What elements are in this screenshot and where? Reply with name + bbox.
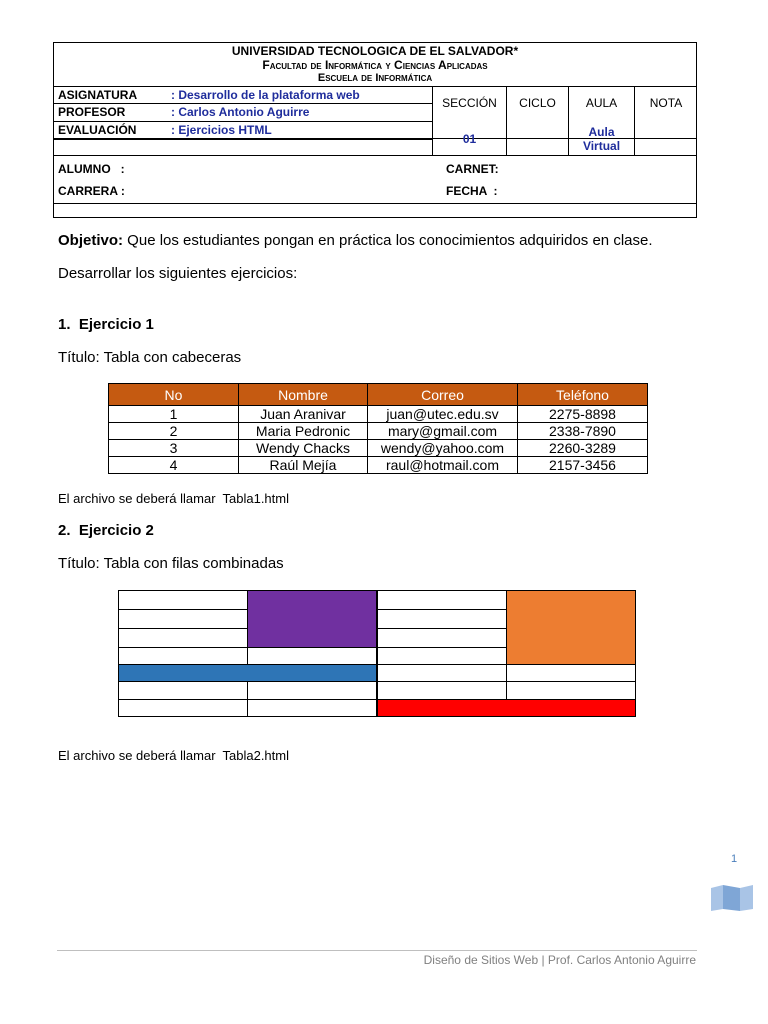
header-form <box>53 42 697 218</box>
table-cell <box>118 681 248 700</box>
aula-value-line1: Aula <box>588 125 615 139</box>
table-cell: juan@utec.edu.sv <box>368 406 518 423</box>
table-cell <box>247 647 377 665</box>
footer-divider <box>57 950 697 951</box>
column-header-nombre: Nombre <box>239 384 368 406</box>
page-number: 1 <box>731 853 738 865</box>
table-cell: 2 <box>109 423 239 440</box>
table-cell: Maria Pedronic <box>239 423 368 440</box>
table-cell: 1 <box>109 406 239 423</box>
table-cell <box>377 664 507 682</box>
table-cell <box>118 609 248 629</box>
table-cell <box>247 699 377 717</box>
purple-merged-cell <box>247 590 377 648</box>
exercise-1-heading: 1. Ejercicio 1 <box>58 316 154 333</box>
table-cell: Juan Aranivar <box>239 406 368 423</box>
alumno-label: ALUMNO : <box>58 162 125 176</box>
table-cell <box>247 681 377 700</box>
asignatura-label: ASIGNATURA <box>58 88 138 102</box>
table-row <box>109 457 648 474</box>
table-cell: 3 <box>109 440 239 457</box>
evaluacion-value: : Ejercicios HTML <box>171 123 272 137</box>
orange-merged-cell <box>506 590 636 665</box>
exercise-1-filename: El archivo se deberá llamar Tabla1.html <box>58 491 289 506</box>
table-cell: wendy@yahoo.com <box>368 440 518 457</box>
table-cell <box>377 647 507 665</box>
blue-merged-cell <box>118 664 377 682</box>
column-header-no: No <box>109 384 239 406</box>
seccion-value: 01 <box>462 132 477 146</box>
red-merged-cell <box>377 699 636 717</box>
table-cell <box>377 681 507 700</box>
instruction-text: Desarrollar los siguientes ejercicios: <box>58 265 298 282</box>
nota-header: NOTA <box>649 96 683 110</box>
table-cell: 2275-8898 <box>518 406 648 423</box>
table-cell <box>506 664 636 682</box>
column-header-correo: Correo <box>368 384 518 406</box>
table-cell: raul@hotmail.com <box>368 457 518 474</box>
faculty-name: Facultad de Informática y Ciencias Aplicadas <box>262 58 488 72</box>
merged-cells-table <box>118 590 636 717</box>
carnet-label: CARNET: <box>446 162 499 176</box>
exercise-2-heading: 2. Ejercicio 2 <box>58 522 154 539</box>
table-cell <box>118 590 248 610</box>
university-name: UNIVERSIDAD TECNOLOGICA DE EL SALVADOR* <box>231 44 519 58</box>
contacts-table <box>108 383 648 474</box>
aula-header: AULA <box>585 96 618 110</box>
table-cell: 2338-7890 <box>518 423 648 440</box>
table-cell: Wendy Chacks <box>239 440 368 457</box>
table-cell <box>118 628 248 648</box>
exercise-1-title: Título: Tabla con cabeceras <box>58 349 242 366</box>
aula-value-line2: Virtual <box>582 139 621 153</box>
table-row <box>109 406 648 423</box>
page-ribbon-icon <box>709 884 755 917</box>
table-cell <box>377 628 507 648</box>
fecha-label: FECHA : <box>446 184 498 198</box>
exercise-2-title: Título: Tabla con filas combinadas <box>58 555 284 572</box>
table-cell <box>377 590 507 610</box>
profesor-value: : Carlos Antonio Aguirre <box>171 105 310 119</box>
table-row <box>109 440 648 457</box>
objetivo <box>58 232 653 249</box>
table-header-row <box>109 384 648 406</box>
objetivo-label: Objetivo: <box>58 232 124 249</box>
exercise-2-filename: El archivo se deberá llamar Tabla2.html <box>58 748 289 763</box>
table-cell <box>506 681 636 700</box>
table-cell: 2260-3289 <box>518 440 648 457</box>
table-row <box>109 423 648 440</box>
profesor-label: PROFESOR <box>58 105 126 119</box>
ciclo-header: CICLO <box>519 96 556 110</box>
asignatura-value: : Desarrollo de la plataforma web <box>171 88 360 102</box>
table-cell: mary@gmail.com <box>368 423 518 440</box>
table-cell: 2157-3456 <box>518 457 648 474</box>
evaluacion-label: EVALUACIÓN <box>58 123 137 137</box>
column-header-telefono: Teléfono <box>518 384 648 406</box>
table-cell: Raúl Mejía <box>239 457 368 474</box>
table-cell <box>118 647 248 665</box>
table-cell: 4 <box>109 457 239 474</box>
school-name: Escuela de Informática <box>317 72 433 84</box>
objetivo-text: Que los estudiantes pongan en práctica los conocimientos adquiridos en clase. <box>123 232 653 249</box>
table-cell <box>377 609 507 629</box>
seccion-header: SECCIÓN <box>442 96 497 110</box>
carrera-label: CARRERA : <box>58 184 125 198</box>
table-cell <box>118 699 248 717</box>
footer-text: Diseño de Sitios Web | Prof. Carlos Antonio Aguirre <box>423 953 696 967</box>
